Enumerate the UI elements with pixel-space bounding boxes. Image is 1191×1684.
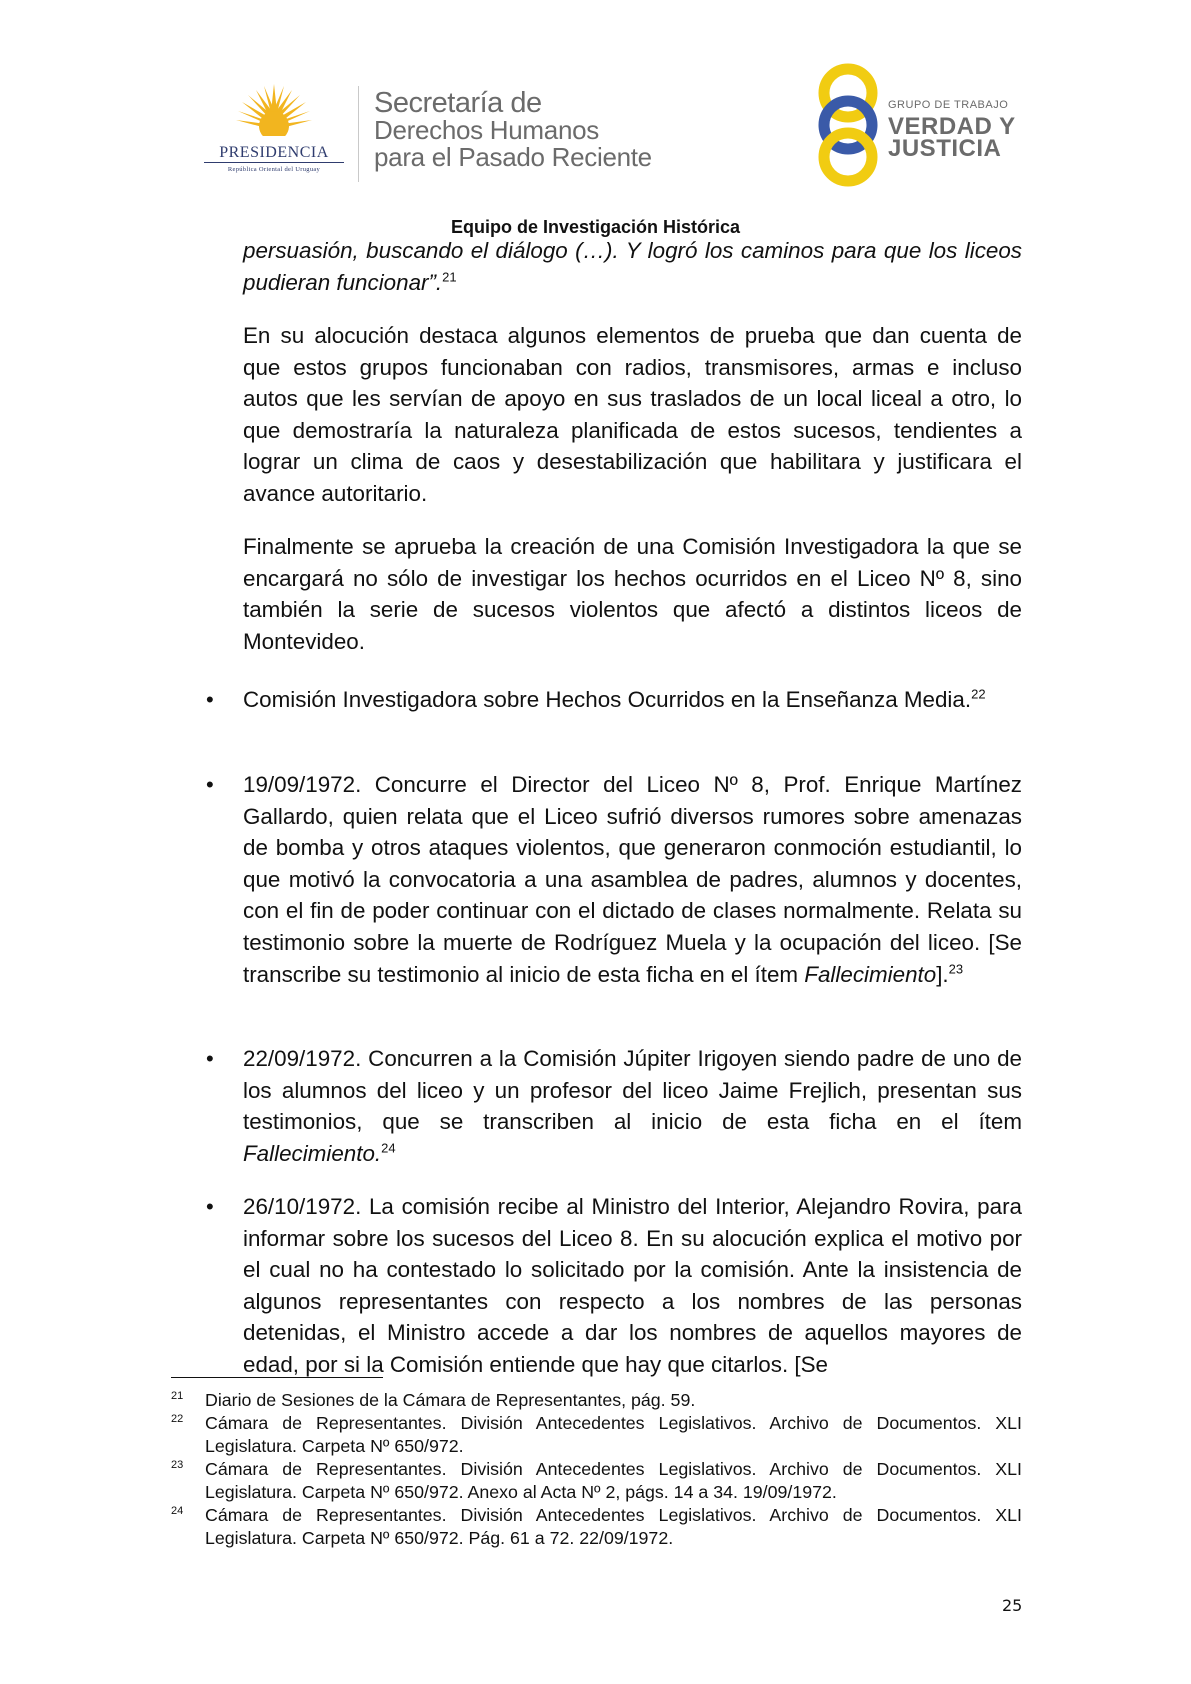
footnote-ref: 22 bbox=[971, 686, 986, 702]
footnote-number: 23 bbox=[171, 1459, 184, 1471]
quote-text: persuasión, buscando el diálogo (…). Y logró los caminos para que los liceos pudieran funcionar”. bbox=[243, 238, 1022, 295]
paragraph-quote-end bbox=[243, 235, 1022, 298]
footnote-number: 24 bbox=[171, 1505, 184, 1517]
footnote-number: 22 bbox=[171, 1413, 184, 1425]
presidencia-subtitle: República Oriental del Uruguay bbox=[227, 166, 321, 173]
linked-rings-icon bbox=[812, 60, 884, 190]
footnote-text: Diario de Sesiones de la Cámara de Representantes, pág. 59. bbox=[205, 1390, 696, 1410]
secretaria-line-1: Secretaría de bbox=[374, 87, 542, 119]
presidencia-logo bbox=[198, 82, 350, 174]
bullet-italic: Fallecimiento. bbox=[243, 1140, 382, 1166]
footnote-text: Cámara de Representantes. División Antecedentes Legislativos. Archivo de Documentos. XLI Legislatura. Carpeta Nº 650/972. Anexo al Acta Nº 2, págs. 14 a 34. 19/09/1972. bbox=[205, 1459, 1022, 1502]
paragraph-text: Finalmente se aprueba la creación de una Comisión Investigadora la que se encargará no sólo de investigar los hechos ocurridos en el Liceo Nº 8, sino también la serie de sucesos violentos que afectó a distintos liceos de Montevideo. bbox=[243, 534, 1022, 654]
bullet-item-comision bbox=[243, 684, 1022, 716]
team-title: Equipo de Investigación Histórica bbox=[450, 217, 741, 237]
presidencia-name: PRESIDENCIA bbox=[219, 144, 329, 161]
page-number: 25 bbox=[1002, 1596, 1023, 1615]
gtvj-line-1: GRUPO DE TRABAJO bbox=[888, 99, 1009, 111]
bullet-item-22-09-1972 bbox=[243, 1043, 1022, 1169]
footnote-rule bbox=[171, 1377, 383, 1378]
gtvj-line-3: JUSTICIA bbox=[888, 135, 1002, 162]
footnote-ref: 24 bbox=[381, 1140, 396, 1156]
footnote-ref: 21 bbox=[442, 269, 457, 285]
gtvj-line-2: VERDAD Y bbox=[888, 113, 1016, 140]
footnote-22 bbox=[171, 1412, 1022, 1457]
bullet-marker: • bbox=[206, 1046, 214, 1071]
grupo-verdad-justicia-logo bbox=[812, 60, 1032, 190]
bullet-text: 26/10/1972. La comisión recibe al Ministro del Interior, Alejandro Rovira, para informar sobre los sucesos del Liceo 8. En su alocución explica el motivo por el cual no ha contestado lo solicitado por la comisión. Ante la insistencia de algunos representantes con respecto a los nombres de las personas detenidas, el Ministro accede a dar los nombres de aquellos mayores de edad, por si la Comisión entiende que hay que citarlos. [Se bbox=[243, 1194, 1022, 1377]
paragraph-alocucion bbox=[243, 320, 1022, 510]
bullet-italic: Fallecimiento bbox=[804, 961, 937, 987]
paragraph-comision bbox=[243, 531, 1022, 657]
secretaria-logo bbox=[374, 87, 652, 172]
footnote-24 bbox=[171, 1504, 1022, 1549]
bullet-text: 19/09/1972. Concurre el Director del Liceo Nº 8, Prof. Enrique Martínez Gallardo, quien relata que el Liceo sufrió diversos rumores sobre amenazas de bomba y otros ataques violentos, que generaron conmoción estudiantil, lo que motivó la convocatoria a una asamblea de padres, alumnos y docentes, con el fin de poder continuar con el dictado de clases normalmente. Relata su testimonio sobre la muerte de Rodríguez Muela y la ocupación del liceo. [Se transcribe su testimonio al inicio de esta ficha en el ítem bbox=[243, 772, 1022, 987]
secretaria-line-2: Derechos Humanos bbox=[374, 115, 599, 145]
bullet-text: 22/09/1972. Concurren a la Comisión Júpiter Irigoyen siendo padre de uno de los alumnos del liceo y un profesor del liceo Jaime Frejlich, presentan sus testimonios, que se transcriben al inicio de esta ficha en el ítem bbox=[243, 1046, 1022, 1135]
footnote-23 bbox=[171, 1458, 1022, 1503]
bullet-item-19-09-1972 bbox=[243, 769, 1022, 990]
logo-divider bbox=[358, 86, 359, 182]
footnote-text: Cámara de Representantes. División Antecedentes Legislativos. Archivo de Documentos. XLI Legislatura. Carpeta Nº 650/972. bbox=[205, 1413, 1022, 1456]
footnote-21 bbox=[171, 1389, 1022, 1412]
footnote-text: Cámara de Representantes. División Antecedentes Legislativos. Archivo de Documentos. XLI Legislatura. Carpeta Nº 650/972. Pág. 61 a 72. 22/09/1972. bbox=[205, 1505, 1022, 1548]
bullet-marker: • bbox=[206, 1194, 214, 1219]
bullet-text: Comisión Investigadora sobre Hechos Ocurridos en la Enseñanza Media. bbox=[243, 687, 972, 712]
bullet-item-26-10-1972 bbox=[243, 1191, 1022, 1381]
bullet-text-end: ]. bbox=[936, 961, 949, 987]
secretaria-line-3: para el Pasado Reciente bbox=[374, 142, 652, 172]
presidencia-rule bbox=[204, 162, 344, 163]
paragraph-text: En su alocución destaca algunos elementos de prueba que dan cuenta de que estos grupos funcionaban con radios, transmisores, armas e incluso autos que les servían de apoyo en sus traslados de un local liceal a otro, lo que demostraría la naturaleza planificada de estos sucesos, tendientes a lograr un clima de caos y desestabilización que habilitara y justificara el avance autoritario. bbox=[243, 323, 1022, 506]
footnote-ref: 23 bbox=[948, 961, 964, 977]
sun-icon bbox=[236, 82, 312, 144]
footnote-number: 21 bbox=[171, 1390, 184, 1402]
bullet-marker: • bbox=[206, 687, 214, 712]
bullet-marker: • bbox=[206, 772, 214, 797]
